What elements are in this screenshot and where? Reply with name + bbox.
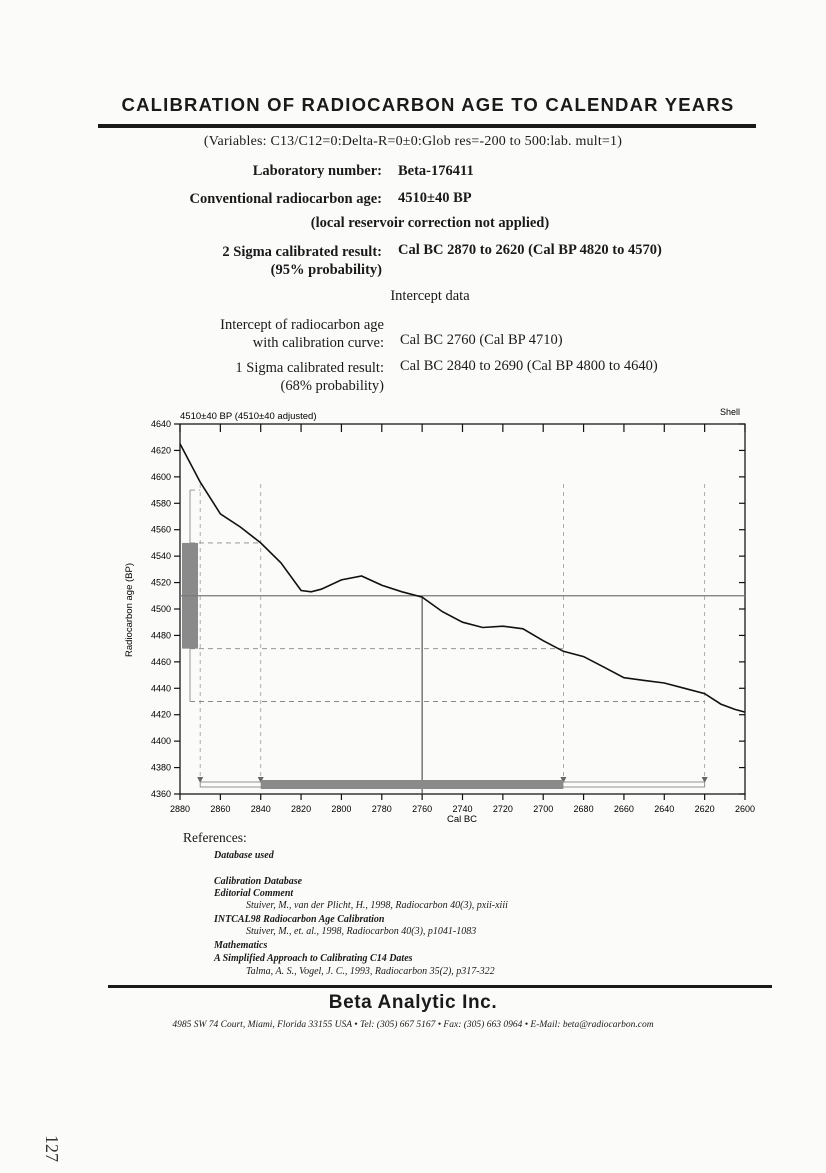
y-tick-label: 4460 — [150, 656, 171, 667]
sigma1-range-bar — [261, 780, 564, 789]
x-tick-label: 2760 — [412, 804, 433, 814]
sigma2-label: 2 Sigma calibrated result: — [222, 244, 382, 260]
references-heading: References: — [183, 830, 247, 845]
y-tick-label: 4640 — [150, 419, 171, 429]
title-rule — [98, 124, 756, 128]
footer-rule — [108, 985, 772, 988]
x-tick-label: 2640 — [654, 804, 675, 814]
x-tick-label: 2780 — [371, 804, 392, 814]
x-tick-label: 2820 — [291, 804, 312, 814]
x-tick-label: 2620 — [694, 804, 715, 814]
x-tick-label: 2740 — [452, 804, 473, 814]
x-axis-label: Cal BC — [446, 814, 478, 825]
ref-mathematics: Mathematics — [214, 940, 268, 951]
x-tick-label: 2840 — [250, 804, 271, 814]
intercept-label-line2: with calibration curve: — [252, 335, 384, 351]
calibration-chart — [110, 402, 760, 832]
reservoir-note: (local reservoir correction not applied) — [310, 215, 550, 231]
y-tick-label: 4560 — [150, 524, 171, 535]
ref-calibration-database: Calibration Database — [214, 876, 303, 887]
y-tick-label: 4400 — [150, 736, 171, 747]
y-tick-label: 4380 — [150, 762, 171, 773]
sigma1-probability: (68% probability) — [280, 378, 384, 394]
conventional-age-value: 4510±40 BP — [398, 190, 472, 206]
y-axis-label: Radiocarbon age (BP) — [124, 563, 135, 657]
page-title: CALIBRATION OF RADIOCARBON AGE TO CALENDAR YEARS — [121, 94, 735, 115]
ref-intcal-citation: Stuiver, M., et. al., 1998, Radiocarbon 40(3), p1041-1083 — [246, 926, 477, 937]
x-tick-label: 2600 — [734, 804, 756, 814]
y-tick-label: 4480 — [150, 630, 171, 641]
company-name: Beta Analytic Inc. — [328, 992, 498, 1013]
plot-frame — [180, 424, 745, 794]
ref-editorial-citation: Stuiver, M., van der Plicht, H., 1998, Radiocarbon 40(3), pxii-xiii — [246, 900, 508, 911]
intercept-heading: Intercept data — [390, 288, 470, 304]
ref-editorial-comment: Editorial Comment — [214, 888, 294, 899]
x-tick-label: 2880 — [169, 804, 191, 814]
y-tick-label: 4600 — [150, 471, 171, 482]
ref-approach-citation: Talma, A. S., Vogel, J. C., 1993, Radiocarbon 35(2), p317-322 — [246, 966, 495, 977]
sigma2-value: Cal BC 2870 to 2620 (Cal BP 4820 to 4570) — [398, 242, 662, 258]
sigma1-value: Cal BC 2840 to 2690 (Cal BP 4800 to 4640) — [400, 358, 658, 374]
chart-title: 4510±40 BP (4510±40 adjusted) — [180, 411, 317, 422]
intercept-value: Cal BC 2760 (Cal BP 4710) — [400, 332, 563, 348]
chart-corner-label: Shell — [719, 407, 740, 417]
y-tick-label: 4500 — [150, 604, 171, 614]
ref-database-used: Database used — [214, 850, 274, 861]
intercept-label-line1: Intercept of radiocarbon age — [220, 317, 384, 333]
y-tick-label: 4360 — [150, 789, 171, 799]
x-tick-label: 2680 — [573, 804, 594, 814]
x-tick-label: 2860 — [210, 804, 231, 814]
x-tick-label: 2700 — [533, 804, 554, 814]
lab-number-value: Beta-176411 — [398, 163, 474, 179]
y-tick-label: 4580 — [150, 498, 171, 509]
ref-simplified-approach: A Simplified Approach to Calibrating C14 Dates — [214, 953, 413, 964]
margin-handwritten-number: 127 — [42, 1135, 62, 1162]
y-tick-label: 4420 — [150, 709, 171, 720]
calibration-curve — [180, 444, 745, 712]
x-tick-label: 2660 — [613, 804, 634, 814]
ref-intcal: INTCAL98 Radiocarbon Age Calibration — [214, 914, 385, 925]
y-tick-label: 4540 — [150, 551, 171, 562]
company-address: 4985 SW 74 Court, Miami, Florida 33155 USA • Tel: (305) 667 5167 • Fax: (305) 663 0964 • E-Mail: beta@radiocarbon.com — [172, 1020, 654, 1030]
sigma2-probability: (95% probability) — [270, 262, 382, 278]
lab-number-label: Laboratory number: — [252, 163, 382, 179]
sigma1-label: 1 Sigma calibrated result: — [235, 360, 384, 376]
y-tick-label: 4620 — [150, 445, 171, 456]
x-tick-label: 2720 — [492, 804, 513, 814]
y-tick-label: 4520 — [150, 577, 171, 588]
y-tick-label: 4440 — [150, 683, 171, 694]
variables-line: (Variables: C13/C12=0:Delta-R=0±0:Glob res=-200 to 500:lab. mult=1) — [203, 134, 623, 149]
x-tick-label: 2800 — [331, 804, 352, 814]
conventional-age-label: Conventional radiocarbon age: — [189, 191, 382, 207]
